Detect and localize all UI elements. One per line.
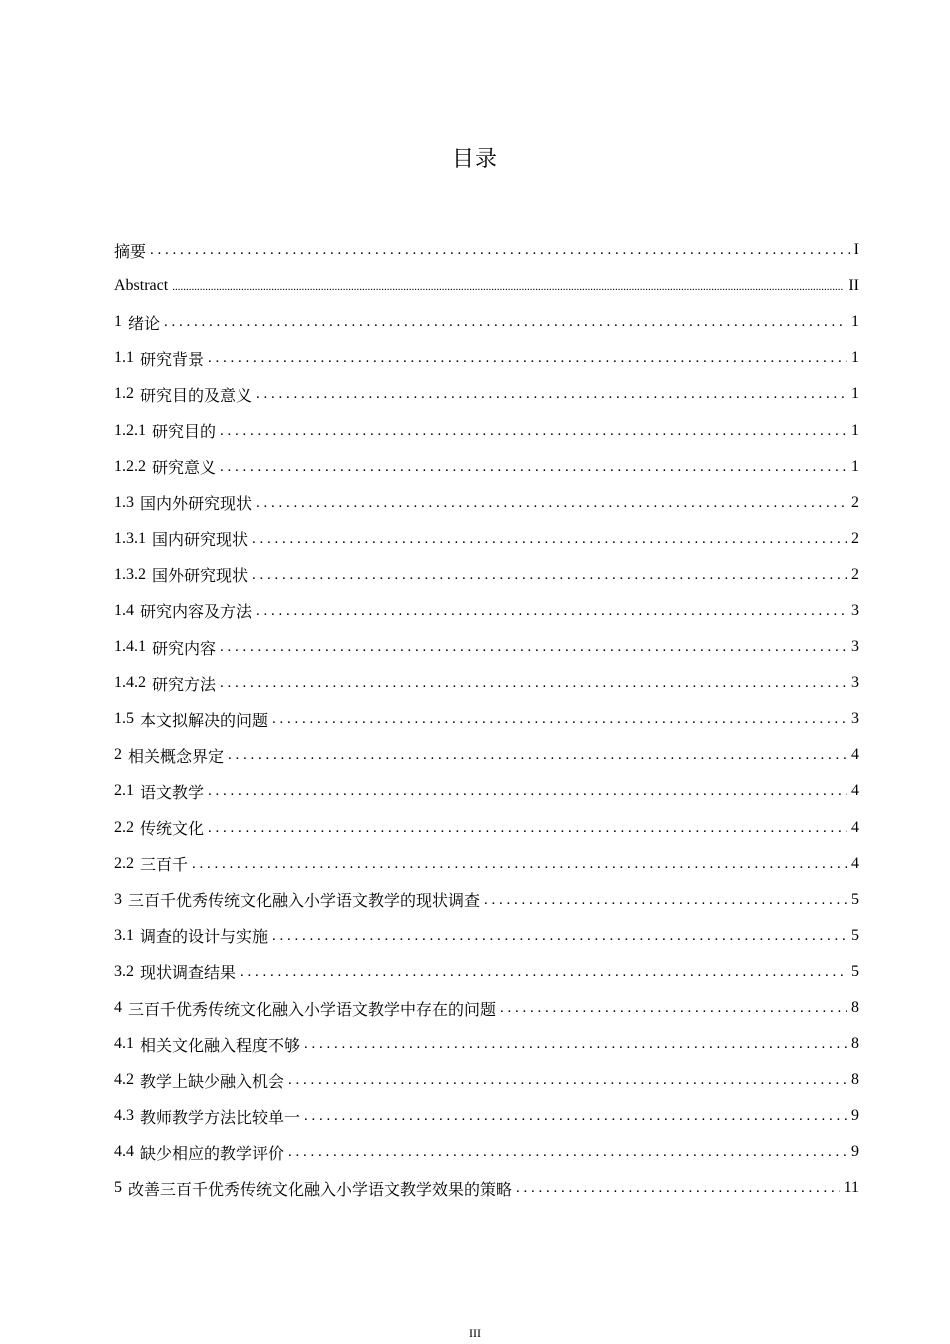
toc-entry-number: 1.5 [114, 710, 134, 728]
toc-entry-number: 1.1 [114, 349, 134, 367]
toc-entry-number: 2 [114, 746, 122, 764]
toc-entry-number: 2.2 [114, 818, 134, 836]
toc-dot-leader [208, 782, 847, 800]
toc-dot-leader [272, 710, 847, 728]
toc-entry-title: 传统文化 [140, 821, 205, 839]
toc-entry-number: 1.4.1 [114, 638, 146, 656]
table-of-contents [114, 232, 859, 1207]
toc-entry[interactable] [114, 268, 859, 304]
page-title: 目录 [451, 147, 498, 172]
toc-entry-title: 三百千优秀传统文化融入小学语文教学中存在的问题 [128, 1001, 497, 1019]
toc-dot-leader [288, 1143, 847, 1161]
toc-entry[interactable] [114, 918, 859, 954]
toc-entry-title: 相关概念界定 [128, 748, 225, 766]
toc-entry-title: 调查的设计与实施 [140, 929, 269, 947]
toc-entry-title: Abstract [114, 277, 169, 295]
toc-entry-page: 9 [851, 1107, 859, 1125]
toc-entry-title: 摘要 [114, 243, 147, 261]
toc-entry-page: 8 [851, 1035, 859, 1053]
toc-entry[interactable] [114, 773, 859, 809]
toc-dot-leader [220, 458, 847, 476]
toc-dot-leader [272, 927, 847, 945]
toc-dot-leader [256, 602, 847, 620]
toc-dot-leader [516, 1179, 840, 1197]
toc-entry-title: 国外研究现状 [152, 568, 249, 586]
toc-entry[interactable] [114, 665, 859, 701]
toc-entry-page: 1 [851, 313, 859, 331]
toc-entry[interactable] [114, 485, 859, 521]
toc-entry[interactable] [114, 990, 859, 1026]
toc-entry-page: 3 [851, 601, 859, 619]
toc-entry-page: 4 [851, 854, 859, 872]
toc-dot-leader [484, 891, 847, 909]
toc-dot-leader [150, 241, 850, 259]
toc-entry[interactable] [114, 557, 859, 593]
toc-entry-number: 1 [114, 313, 122, 331]
toc-dot-leader [220, 422, 847, 440]
toc-dot-leader [220, 638, 847, 656]
toc-entry-number: 4.4 [114, 1143, 134, 1161]
toc-entry-page: 2 [851, 529, 859, 547]
toc-entry-page: II [848, 277, 859, 295]
toc-entry[interactable] [114, 521, 859, 557]
toc-entry-title: 研究方法 [152, 676, 217, 694]
toc-entry-page: 5 [851, 926, 859, 944]
toc-entry[interactable] [114, 810, 859, 846]
toc-entry-page: 5 [851, 890, 859, 908]
toc-entry[interactable] [114, 449, 859, 485]
toc-entry-title: 国内研究现状 [152, 532, 249, 550]
toc-entry[interactable] [114, 1098, 859, 1134]
toc-entry-title: 研究内容 [152, 640, 217, 658]
toc-entry-title: 语文教学 [140, 784, 205, 802]
toc-entry-page: 5 [851, 962, 859, 980]
toc-dot-leader [256, 494, 847, 512]
toc-entry-page: 1 [851, 385, 859, 403]
toc-entry-page: 3 [851, 638, 859, 656]
toc-entry-page: 8 [851, 999, 859, 1017]
toc-entry-page: 4 [851, 818, 859, 836]
toc-dot-leader [172, 277, 844, 295]
toc-entry-page: I [853, 241, 859, 259]
toc-entry-page: 1 [851, 457, 859, 475]
toc-dot-leader [288, 1071, 847, 1089]
toc-entry-title: 三百千优秀传统文化融入小学语文教学的现状调查 [128, 893, 481, 911]
toc-entry-page: 4 [851, 746, 859, 764]
toc-entry-number: 4.2 [114, 1071, 134, 1089]
toc-entry-number: 2.1 [114, 782, 134, 800]
toc-entry-page: 4 [851, 782, 859, 800]
toc-entry-number: 4 [114, 999, 122, 1017]
toc-entry-page: 3 [851, 674, 859, 692]
toc-entry[interactable] [114, 846, 859, 882]
toc-entry-page: 2 [851, 493, 859, 511]
toc-entry-number: 1.2.2 [114, 457, 146, 475]
toc-entry-number: 4.1 [114, 1035, 134, 1053]
toc-entry[interactable] [114, 1062, 859, 1098]
toc-entry[interactable] [114, 882, 859, 918]
toc-entry-page: 9 [851, 1143, 859, 1161]
toc-dot-leader [304, 1035, 847, 1053]
toc-entry-number: 1.3.2 [114, 565, 146, 583]
toc-entry-page: 3 [851, 710, 859, 728]
toc-entry-title: 研究背景 [140, 351, 205, 369]
toc-entry-title: 缺少相应的教学评价 [140, 1145, 285, 1163]
toc-entry[interactable] [114, 1170, 859, 1206]
toc-dot-leader [240, 963, 847, 981]
toc-entry[interactable] [114, 1026, 859, 1062]
toc-entry-number: 3.2 [114, 962, 134, 980]
toc-entry[interactable] [114, 376, 859, 412]
toc-entry[interactable] [114, 701, 859, 737]
toc-entry-page: 8 [851, 1071, 859, 1089]
toc-entry-number: 2.2 [114, 854, 134, 872]
toc-dot-leader [192, 855, 847, 873]
toc-dot-leader [252, 530, 847, 548]
toc-entry-title: 三百千 [140, 857, 189, 875]
toc-entry-number: 1.4 [114, 601, 134, 619]
toc-entry[interactable] [114, 412, 859, 448]
toc-entry-title: 改善三百千优秀传统文化融入小学语文教学效果的策略 [128, 1181, 513, 1199]
toc-entry[interactable] [114, 232, 859, 268]
toc-entry-title: 相关文化融入程度不够 [140, 1037, 301, 1055]
toc-entry-number: 1.2 [114, 385, 134, 403]
toc-entry-page: 2 [851, 565, 859, 583]
toc-entry-title: 研究意义 [152, 460, 217, 478]
toc-dot-leader [304, 1107, 847, 1125]
toc-entry-title: 国内外研究现状 [140, 496, 253, 514]
toc-dot-leader [164, 313, 847, 331]
toc-entry-page: 1 [851, 421, 859, 439]
toc-entry-number: 1.4.2 [114, 674, 146, 692]
toc-entry-title: 研究内容及方法 [140, 604, 253, 622]
toc-dot-leader [256, 385, 847, 403]
toc-entry[interactable] [114, 304, 859, 340]
toc-entry-title: 本文拟解决的问题 [140, 712, 269, 730]
toc-dot-leader [228, 746, 847, 764]
toc-entry-title: 研究目的 [152, 424, 217, 442]
toc-entry[interactable] [114, 1134, 859, 1170]
toc-entry-number: 4.3 [114, 1107, 134, 1125]
toc-entry-title: 现状调查结果 [140, 965, 237, 983]
toc-entry[interactable] [114, 593, 859, 629]
toc-entry-number: 1.2.1 [114, 421, 146, 439]
toc-entry-number: 3 [114, 890, 122, 908]
toc-entry-number: 3.1 [114, 926, 134, 944]
toc-dot-leader [208, 349, 847, 367]
page-number: III [469, 1326, 481, 1340]
toc-entry-title: 研究目的及意义 [140, 387, 253, 405]
toc-entry-page: 11 [843, 1179, 859, 1197]
toc-entry[interactable] [114, 629, 859, 665]
toc-dot-leader [252, 566, 847, 584]
toc-entry-title: 教师教学方法比较单一 [140, 1109, 301, 1127]
toc-entry[interactable] [114, 954, 859, 990]
toc-entry-title: 教学上缺少融入机会 [140, 1073, 285, 1091]
toc-dot-leader [220, 674, 847, 692]
toc-entry[interactable] [114, 340, 859, 376]
toc-entry-number: 5 [114, 1179, 122, 1197]
toc-entry[interactable] [114, 737, 859, 773]
toc-entry-number: 1.3 [114, 493, 134, 511]
toc-entry-number: 1.3.1 [114, 529, 146, 547]
toc-entry-page: 1 [851, 349, 859, 367]
toc-dot-leader [208, 819, 847, 837]
toc-dot-leader [500, 999, 847, 1017]
toc-entry-title: 绪论 [128, 315, 161, 333]
